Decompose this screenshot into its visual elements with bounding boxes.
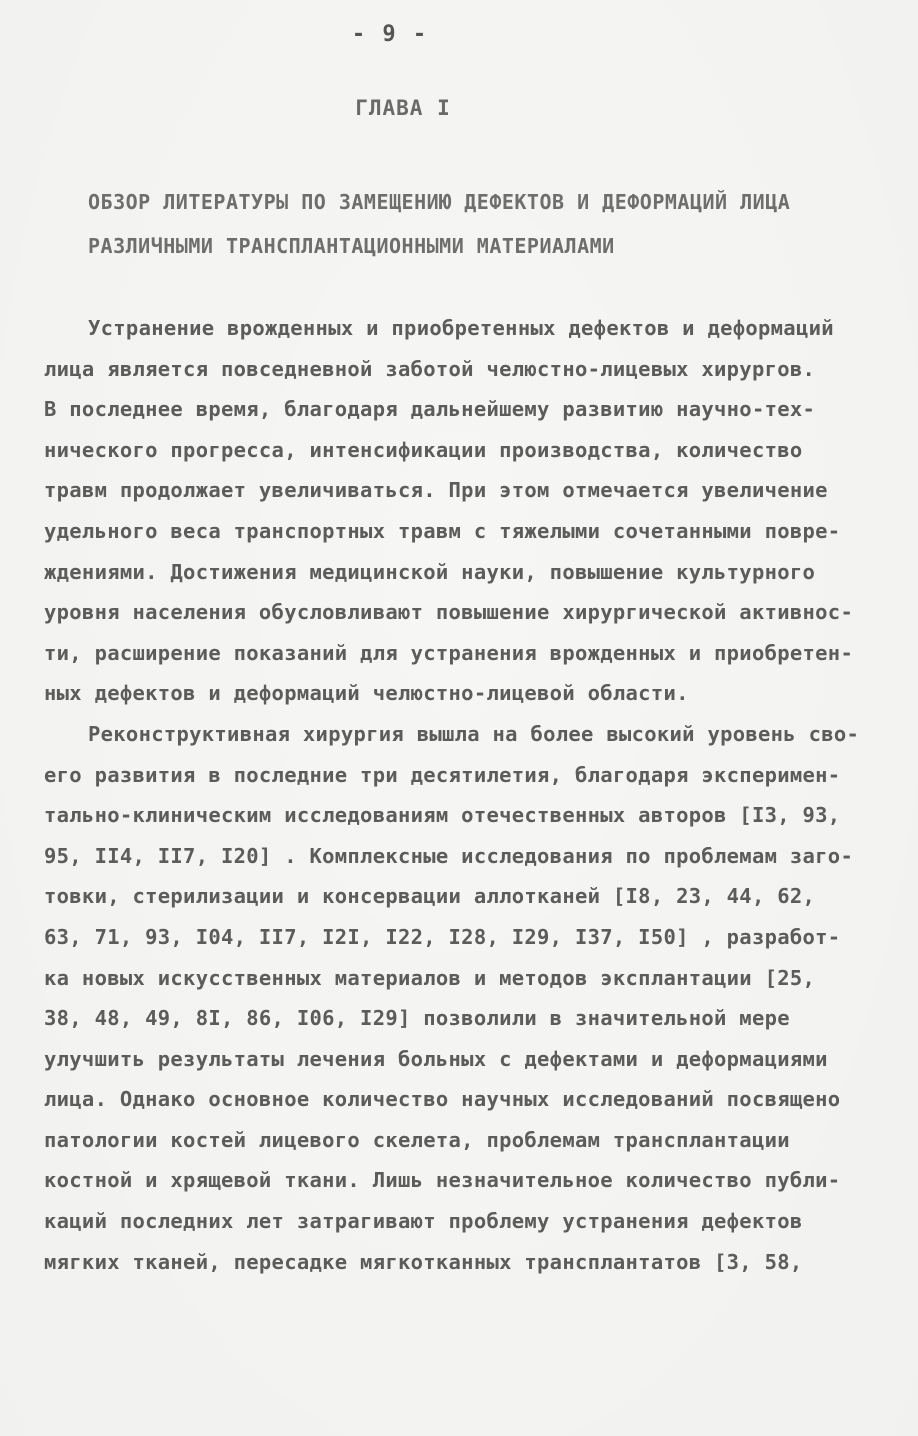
text-line: ка новых искусственных материалов и методов эксплантации [25, <box>44 965 816 990</box>
text-line: 95, II4, II7, I20] . Комплексные исследования по проблемам заго- <box>44 843 854 868</box>
text-line: уровня населения обусловливают повышение хирургической активнос- <box>44 600 854 625</box>
text-line: костной и хрящевой ткани. Лишь незначительное количество публи- <box>44 1168 841 1193</box>
text-line: патологии костей лицевого скелета, проблемам трансплантации <box>44 1127 790 1152</box>
paragraph-2 <box>44 714 884 1282</box>
page-number: - 9 - <box>351 22 429 47</box>
text-line: ных дефектов и деформаций челюстно-лицевой области. <box>44 681 689 706</box>
text-line: тально-клиническим исследованиям отечественных авторов [I3, 93, <box>44 803 841 828</box>
text-line: улучшить результаты лечения больных с дефектами и деформациями <box>44 1046 828 1071</box>
text-line: В последнее время, благодаря дальнейшему развитию научно-тех- <box>44 397 816 422</box>
text-line: 63, 71, 93, I04, II7, I2I, I22, I28, I29, I37, I50] , разработ- <box>44 924 841 949</box>
text-line: Устранение врожденных и приобретенных дефектов и деформаций <box>88 316 834 340</box>
text-line: Реконструктивная хирургия вышла на более высокий уровень сво- <box>88 721 860 746</box>
body-text <box>44 308 884 1282</box>
chapter-title-line: ОБЗОР ЛИТЕРАТУРЫ ПО ЗАМЕЩЕНИЮ ДЕФЕКТОВ И ДЕФОРМАЦИЙ ЛИЦА <box>88 190 791 214</box>
text-line: его развития в последние три десятилетия, благодаря эксперимен- <box>44 762 841 787</box>
text-line: 38, 48, 49, 8I, 86, I06, I29] позволили в значительной мере <box>44 1006 790 1031</box>
text-line: лица. Однако основное количество научных исследований посвящено <box>44 1087 841 1112</box>
chapter-heading: ГЛАВА I <box>355 96 451 120</box>
text-line: мягких тканей, пересадке мягкотканных трансплантатов [3, 58, <box>44 1249 803 1274</box>
paragraph-1 <box>44 308 884 714</box>
text-line: удельного веса транспортных травм с тяжелыми сочетанными повре- <box>44 518 841 543</box>
text-line: ти, расширение показаний для устранения врожденных и приобретен- <box>44 640 854 665</box>
text-line: нического прогресса, интенсификации производства, количество <box>44 437 803 462</box>
text-line: лица является повседневной заботой челюстно-лицевых хирургов. <box>44 356 816 381</box>
text-line: ждениями. Достижения медицинской науки, повышение культурного <box>44 559 816 584</box>
chapter-title-line: РАЗЛИЧНЫМИ ТРАНСПЛАНТАЦИОННЫМИ МАТЕРИАЛАМИ <box>88 234 615 258</box>
chapter-title <box>88 180 848 268</box>
text-line: товки, стерилизации и консервации аллотканей [I8, 23, 44, 62, <box>44 884 816 909</box>
text-line: травм продолжает увеличиваться. При этом отмечается увеличение <box>44 478 828 503</box>
text-line: каций последних лет затрагивают проблему устранения дефектов <box>44 1209 803 1234</box>
